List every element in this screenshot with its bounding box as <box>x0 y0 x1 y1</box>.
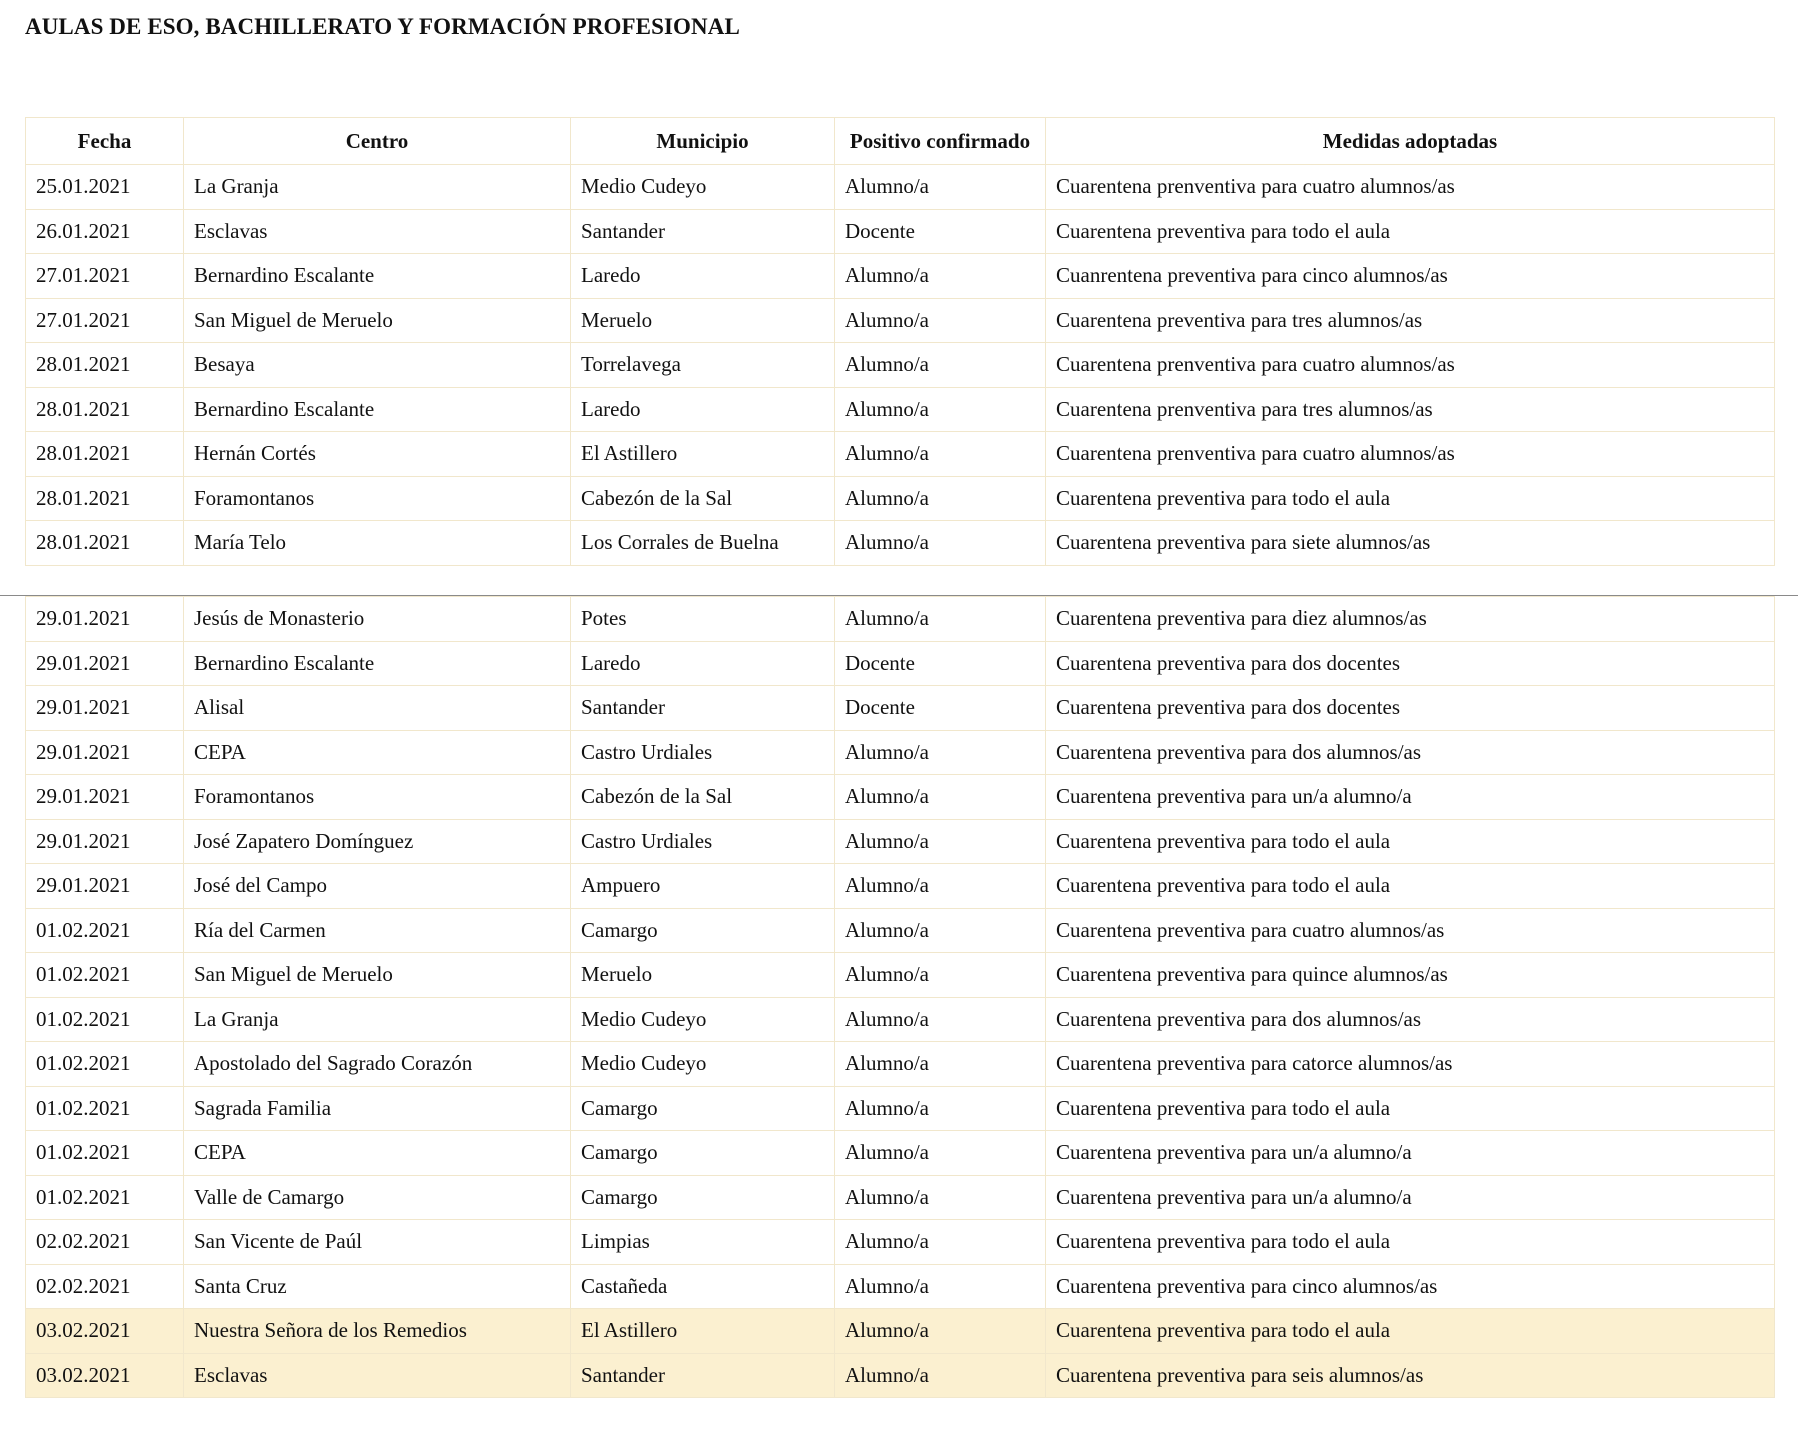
cell-positivo: Alumno/a <box>835 1042 1046 1087</box>
cell-fecha: 01.02.2021 <box>26 908 184 953</box>
cell-positivo: Alumno/a <box>835 819 1046 864</box>
cell-centro: Hernán Cortés <box>184 432 571 477</box>
cell-medidas: Cuarentena prenventiva para cuatro alumnos/as <box>1046 165 1775 210</box>
cell-fecha: 29.01.2021 <box>26 597 184 642</box>
cell-fecha: 01.02.2021 <box>26 1131 184 1176</box>
cell-medidas: Cuarentena preventiva para dos docentes <box>1046 641 1775 686</box>
table-row <box>26 953 1775 998</box>
cell-positivo: Alumno/a <box>835 1175 1046 1220</box>
cell-positivo: Alumno/a <box>835 775 1046 820</box>
cell-positivo: Alumno/a <box>835 1353 1046 1398</box>
cell-medidas: Cuarentena preventiva para todo el aula <box>1046 1220 1775 1265</box>
cell-positivo: Alumno/a <box>835 864 1046 909</box>
table-row <box>26 997 1775 1042</box>
cell-positivo: Alumno/a <box>835 432 1046 477</box>
header-municipio: Municipio <box>571 118 835 165</box>
cell-medidas: Cuarentena preventiva para seis alumnos/as <box>1046 1353 1775 1398</box>
cell-positivo: Alumno/a <box>835 730 1046 775</box>
cell-municipio: Cabezón de la Sal <box>571 775 835 820</box>
cell-medidas: Cuarentena prenventiva para tres alumnos/as <box>1046 387 1775 432</box>
cell-positivo: Docente <box>835 686 1046 731</box>
cell-positivo: Alumno/a <box>835 1220 1046 1265</box>
cell-municipio: Camargo <box>571 908 835 953</box>
cell-medidas: Cuarentena preventiva para dos docentes <box>1046 686 1775 731</box>
cell-fecha: 29.01.2021 <box>26 864 184 909</box>
cell-positivo: Alumno/a <box>835 343 1046 388</box>
cell-positivo: Alumno/a <box>835 1309 1046 1354</box>
cell-municipio: Medio Cudeyo <box>571 997 835 1042</box>
cell-fecha: 27.01.2021 <box>26 254 184 299</box>
header-positivo: Positivo confirmado <box>835 118 1046 165</box>
cell-municipio: Limpias <box>571 1220 835 1265</box>
page-title: AULAS DE ESO, BACHILLERATO Y FORMACIÓN PROFESIONAL <box>25 14 740 39</box>
cell-municipio: Camargo <box>571 1086 835 1131</box>
cell-municipio: Cabezón de la Sal <box>571 476 835 521</box>
cell-medidas: Cuarentena preventiva para un/a alumno/a <box>1046 775 1775 820</box>
cell-positivo: Alumno/a <box>835 387 1046 432</box>
cell-positivo: Alumno/a <box>835 254 1046 299</box>
cell-municipio: Castro Urdiales <box>571 730 835 775</box>
cell-centro: Alisal <box>184 686 571 731</box>
cell-municipio: Camargo <box>571 1175 835 1220</box>
table-row <box>26 165 1775 210</box>
cell-medidas: Cuanrentena preventiva para cinco alumnos/as <box>1046 254 1775 299</box>
table-header-row <box>26 118 1775 165</box>
cell-fecha: 25.01.2021 <box>26 165 184 210</box>
cell-positivo: Alumno/a <box>835 1264 1046 1309</box>
cell-fecha: 02.02.2021 <box>26 1264 184 1309</box>
table-row <box>26 641 1775 686</box>
cell-fecha: 01.02.2021 <box>26 953 184 998</box>
cell-centro: CEPA <box>184 1131 571 1176</box>
cell-fecha: 27.01.2021 <box>26 298 184 343</box>
cell-fecha: 01.02.2021 <box>26 1086 184 1131</box>
cell-municipio: Santander <box>571 209 835 254</box>
cell-centro: Foramontanos <box>184 476 571 521</box>
cell-positivo: Alumno/a <box>835 1086 1046 1131</box>
cell-medidas: Cuarentena preventiva para un/a alumno/a <box>1046 1175 1775 1220</box>
table-row <box>26 1131 1775 1176</box>
cell-medidas: Cuarentena preventiva para dos alumnos/as <box>1046 997 1775 1042</box>
cell-medidas: Cuarentena prenventiva para cuatro alumnos/as <box>1046 343 1775 388</box>
cases-table-top <box>25 117 1775 566</box>
cell-centro: José Zapatero Domínguez <box>184 819 571 864</box>
cell-positivo: Docente <box>835 641 1046 686</box>
table-row <box>26 1175 1775 1220</box>
cases-table-bottom <box>25 596 1775 1398</box>
header-fecha: Fecha <box>26 118 184 165</box>
cell-municipio: Medio Cudeyo <box>571 165 835 210</box>
cell-centro: CEPA <box>184 730 571 775</box>
cell-medidas: Cuarentena preventiva para diez alumnos/as <box>1046 597 1775 642</box>
cell-positivo: Alumno/a <box>835 298 1046 343</box>
cell-centro: Sagrada Familia <box>184 1086 571 1131</box>
table-row <box>26 476 1775 521</box>
cell-medidas: Cuarentena preventiva para dos alumnos/as <box>1046 730 1775 775</box>
cell-centro: Jesús de Monasterio <box>184 597 571 642</box>
table-row <box>26 387 1775 432</box>
cell-medidas: Cuarentena preventiva para cinco alumnos/as <box>1046 1264 1775 1309</box>
table-row <box>26 432 1775 477</box>
table-row <box>26 521 1775 566</box>
cell-fecha: 28.01.2021 <box>26 432 184 477</box>
table-row <box>26 298 1775 343</box>
table-row <box>26 864 1775 909</box>
cell-municipio: Castro Urdiales <box>571 819 835 864</box>
cell-centro: Bernardino Escalante <box>184 254 571 299</box>
cell-medidas: Cuarentena preventiva para todo el aula <box>1046 819 1775 864</box>
cell-medidas: Cuarentena preventiva para todo el aula <box>1046 864 1775 909</box>
cell-positivo: Docente <box>835 209 1046 254</box>
table-row <box>26 1042 1775 1087</box>
cell-medidas: Cuarentena preventiva para un/a alumno/a <box>1046 1131 1775 1176</box>
cell-municipio: Torrelavega <box>571 343 835 388</box>
cell-positivo: Alumno/a <box>835 476 1046 521</box>
cell-fecha: 26.01.2021 <box>26 209 184 254</box>
table-row <box>26 597 1775 642</box>
table-row <box>26 819 1775 864</box>
cell-municipio: Laredo <box>571 641 835 686</box>
cell-fecha: 29.01.2021 <box>26 686 184 731</box>
cell-medidas: Cuarentena preventiva para todo el aula <box>1046 476 1775 521</box>
cell-centro: La Granja <box>184 997 571 1042</box>
table-row <box>26 730 1775 775</box>
cell-centro: Esclavas <box>184 209 571 254</box>
cell-positivo: Alumno/a <box>835 997 1046 1042</box>
cell-fecha: 29.01.2021 <box>26 641 184 686</box>
cell-centro: Esclavas <box>184 1353 571 1398</box>
cell-municipio: Medio Cudeyo <box>571 1042 835 1087</box>
cell-centro: José del Campo <box>184 864 571 909</box>
cell-centro: Santa Cruz <box>184 1264 571 1309</box>
cell-centro: Apostolado del Sagrado Corazón <box>184 1042 571 1087</box>
table-row <box>26 343 1775 388</box>
cell-fecha: 29.01.2021 <box>26 775 184 820</box>
header-medidas: Medidas adoptadas <box>1046 118 1775 165</box>
cell-centro: Nuestra Señora de los Remedios <box>184 1309 571 1354</box>
cell-positivo: Alumno/a <box>835 597 1046 642</box>
cell-municipio: Potes <box>571 597 835 642</box>
table-body-top <box>26 165 1775 566</box>
cell-centro: Bernardino Escalante <box>184 641 571 686</box>
cell-municipio: Los Corrales de Buelna <box>571 521 835 566</box>
cell-fecha: 28.01.2021 <box>26 343 184 388</box>
cell-positivo: Alumno/a <box>835 165 1046 210</box>
cell-medidas: Cuarentena preventiva para tres alumnos/as <box>1046 298 1775 343</box>
cell-fecha: 01.02.2021 <box>26 997 184 1042</box>
cell-positivo: Alumno/a <box>835 953 1046 998</box>
cell-municipio: Laredo <box>571 387 835 432</box>
cell-centro: San Vicente de Paúl <box>184 1220 571 1265</box>
cell-centro: María Telo <box>184 521 571 566</box>
table-row <box>26 209 1775 254</box>
cell-centro: Foramontanos <box>184 775 571 820</box>
cell-centro: San Miguel de Meruelo <box>184 953 571 998</box>
cell-municipio: El Astillero <box>571 432 835 477</box>
cell-centro: Besaya <box>184 343 571 388</box>
cell-medidas: Cuarentena preventiva para siete alumnos/as <box>1046 521 1775 566</box>
cell-fecha: 28.01.2021 <box>26 387 184 432</box>
cell-fecha: 29.01.2021 <box>26 730 184 775</box>
cell-centro: Bernardino Escalante <box>184 387 571 432</box>
cell-fecha: 02.02.2021 <box>26 1220 184 1265</box>
cell-fecha: 29.01.2021 <box>26 819 184 864</box>
cell-centro: San Miguel de Meruelo <box>184 298 571 343</box>
cell-centro: La Granja <box>184 165 571 210</box>
cell-fecha: 01.02.2021 <box>26 1175 184 1220</box>
cell-municipio: Meruelo <box>571 298 835 343</box>
cell-centro: Valle de Camargo <box>184 1175 571 1220</box>
table-row <box>26 1264 1775 1309</box>
cell-municipio: Ampuero <box>571 864 835 909</box>
cell-medidas: Cuarentena prenventiva para cuatro alumnos/as <box>1046 432 1775 477</box>
cell-fecha: 28.01.2021 <box>26 476 184 521</box>
table-row <box>26 1309 1775 1354</box>
cell-medidas: Cuarentena preventiva para todo el aula <box>1046 209 1775 254</box>
table-row <box>26 1220 1775 1265</box>
table-body-bottom <box>26 597 1775 1398</box>
cell-centro: Ría del Carmen <box>184 908 571 953</box>
cell-positivo: Alumno/a <box>835 521 1046 566</box>
cell-municipio: Santander <box>571 686 835 731</box>
cell-fecha: 03.02.2021 <box>26 1353 184 1398</box>
cell-positivo: Alumno/a <box>835 1131 1046 1176</box>
header-centro: Centro <box>184 118 571 165</box>
cell-fecha: 01.02.2021 <box>26 1042 184 1087</box>
cell-municipio: Santander <box>571 1353 835 1398</box>
table-row <box>26 1353 1775 1398</box>
cell-medidas: Cuarentena preventiva para todo el aula <box>1046 1309 1775 1354</box>
cell-municipio: Meruelo <box>571 953 835 998</box>
table-row <box>26 1086 1775 1131</box>
cell-municipio: Camargo <box>571 1131 835 1176</box>
cell-medidas: Cuarentena preventiva para todo el aula <box>1046 1086 1775 1131</box>
cell-medidas: Cuarentena preventiva para cuatro alumnos/as <box>1046 908 1775 953</box>
cell-municipio: Castañeda <box>571 1264 835 1309</box>
cell-municipio: El Astillero <box>571 1309 835 1354</box>
cell-fecha: 03.02.2021 <box>26 1309 184 1354</box>
cell-medidas: Cuarentena preventiva para quince alumnos/as <box>1046 953 1775 998</box>
cell-positivo: Alumno/a <box>835 908 1046 953</box>
cell-municipio: Laredo <box>571 254 835 299</box>
cell-fecha: 28.01.2021 <box>26 521 184 566</box>
table-row <box>26 686 1775 731</box>
table-row <box>26 254 1775 299</box>
cell-medidas: Cuarentena preventiva para catorce alumnos/as <box>1046 1042 1775 1087</box>
table-row <box>26 775 1775 820</box>
table-row <box>26 908 1775 953</box>
